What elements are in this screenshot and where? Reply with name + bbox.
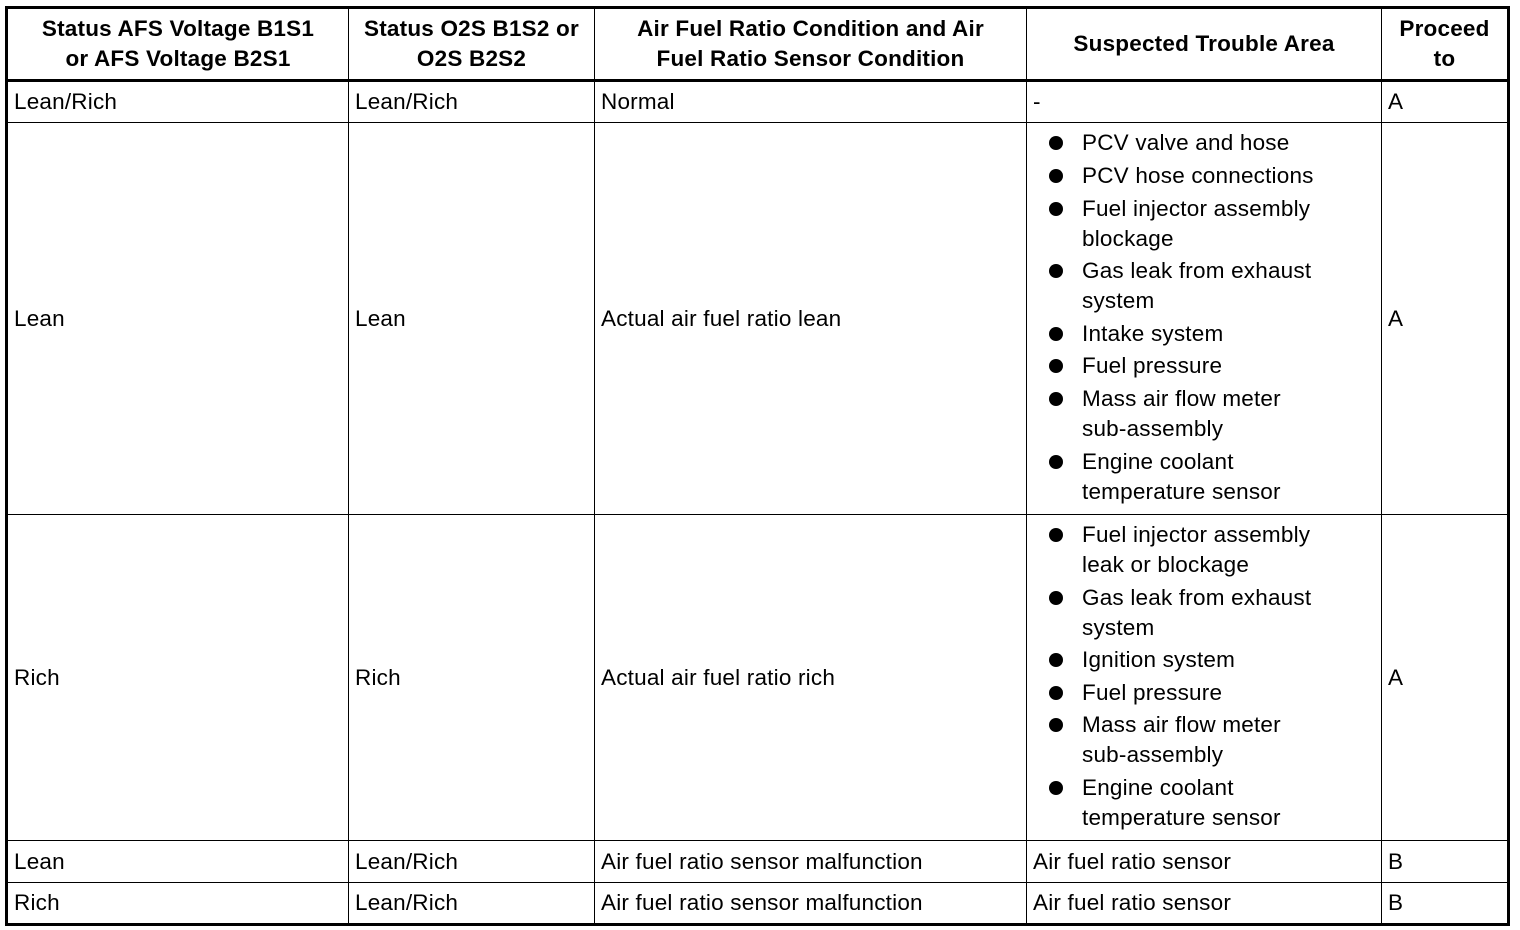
list-item: PCV hose connections <box>1033 161 1381 191</box>
bullet-icon <box>1049 136 1063 150</box>
list-item: Fuel pressure <box>1033 351 1381 381</box>
proceed-cell: B <box>1382 883 1509 925</box>
table-row <box>7 841 1509 883</box>
bullet-icon <box>1049 169 1063 183</box>
o2s-status-cell: Lean/Rich <box>349 883 595 925</box>
bullet-icon <box>1049 359 1063 373</box>
header-afs-voltage: Status AFS Voltage B1S1 or AFS Voltage B2S1 <box>7 8 349 81</box>
condition-cell: Air fuel ratio sensor malfunction <box>595 883 1027 925</box>
trouble-area-cell <box>1027 515 1382 841</box>
bullet-icon <box>1049 264 1063 278</box>
header-proceed-to: Proceed to <box>1382 8 1509 81</box>
afs-voltage-cell: Lean <box>7 841 349 883</box>
header-suspected-trouble-area: Suspected Trouble Area <box>1027 8 1382 81</box>
bullet-icon <box>1049 591 1063 605</box>
list-item: PCV valve and hose <box>1033 128 1381 158</box>
list-item: Gas leak from exhaust system <box>1033 256 1381 316</box>
trouble-table <box>5 6 1510 926</box>
o2s-status-cell: Lean <box>349 123 595 515</box>
table-row <box>7 883 1509 925</box>
bullet-icon <box>1049 528 1063 542</box>
condition-cell: Air fuel ratio sensor malfunction <box>595 841 1027 883</box>
table-row <box>7 515 1509 841</box>
proceed-cell: B <box>1382 841 1509 883</box>
bullet-icon <box>1049 653 1063 667</box>
table-row <box>7 123 1509 515</box>
table-row <box>7 81 1509 123</box>
afs-voltage-cell: Rich <box>7 515 349 841</box>
trouble-area-cell: - <box>1027 81 1382 123</box>
list-item: Mass air flow meter sub-assembly <box>1033 384 1381 444</box>
list-item: Mass air flow meter sub-assembly <box>1033 710 1381 770</box>
list-item: Ignition system <box>1033 645 1381 675</box>
list-item: Engine coolant temperature sensor <box>1033 773 1381 833</box>
condition-cell: Actual air fuel ratio lean <box>595 123 1027 515</box>
header-row <box>7 8 1509 81</box>
afs-voltage-cell: Lean/Rich <box>7 81 349 123</box>
trouble-area-cell: Air fuel ratio sensor <box>1027 841 1382 883</box>
afs-voltage-cell: Lean <box>7 123 349 515</box>
proceed-cell: A <box>1382 515 1509 841</box>
condition-cell: Normal <box>595 81 1027 123</box>
header-air-fuel-condition: Air Fuel Ratio Condition and Air Fuel Ratio Sensor Condition <box>595 8 1027 81</box>
list-item: Fuel injector assembly blockage <box>1033 194 1381 254</box>
trouble-area-cell <box>1027 123 1382 515</box>
o2s-status-cell: Lean/Rich <box>349 81 595 123</box>
list-item: Fuel pressure <box>1033 678 1381 708</box>
bullet-icon <box>1049 455 1063 469</box>
proceed-cell: A <box>1382 81 1509 123</box>
bullet-icon <box>1049 202 1063 216</box>
list-item: Intake system <box>1033 319 1381 349</box>
list-item: Engine coolant temperature sensor <box>1033 447 1381 507</box>
bullet-icon <box>1049 781 1063 795</box>
bullet-icon <box>1049 392 1063 406</box>
trouble-area-list <box>1033 517 1381 838</box>
o2s-status-cell: Rich <box>349 515 595 841</box>
trouble-area-list <box>1033 125 1381 511</box>
bullet-icon <box>1049 327 1063 341</box>
header-o2s-status: Status O2S B1S2 or O2S B2S2 <box>349 8 595 81</box>
bullet-icon <box>1049 686 1063 700</box>
condition-cell: Actual air fuel ratio rich <box>595 515 1027 841</box>
trouble-area-cell: Air fuel ratio sensor <box>1027 883 1382 925</box>
bullet-icon <box>1049 718 1063 732</box>
proceed-cell: A <box>1382 123 1509 515</box>
afs-voltage-cell: Rich <box>7 883 349 925</box>
o2s-status-cell: Lean/Rich <box>349 841 595 883</box>
list-item: Fuel injector assembly leak or blockage <box>1033 520 1381 580</box>
list-item: Gas leak from exhaust system <box>1033 583 1381 643</box>
